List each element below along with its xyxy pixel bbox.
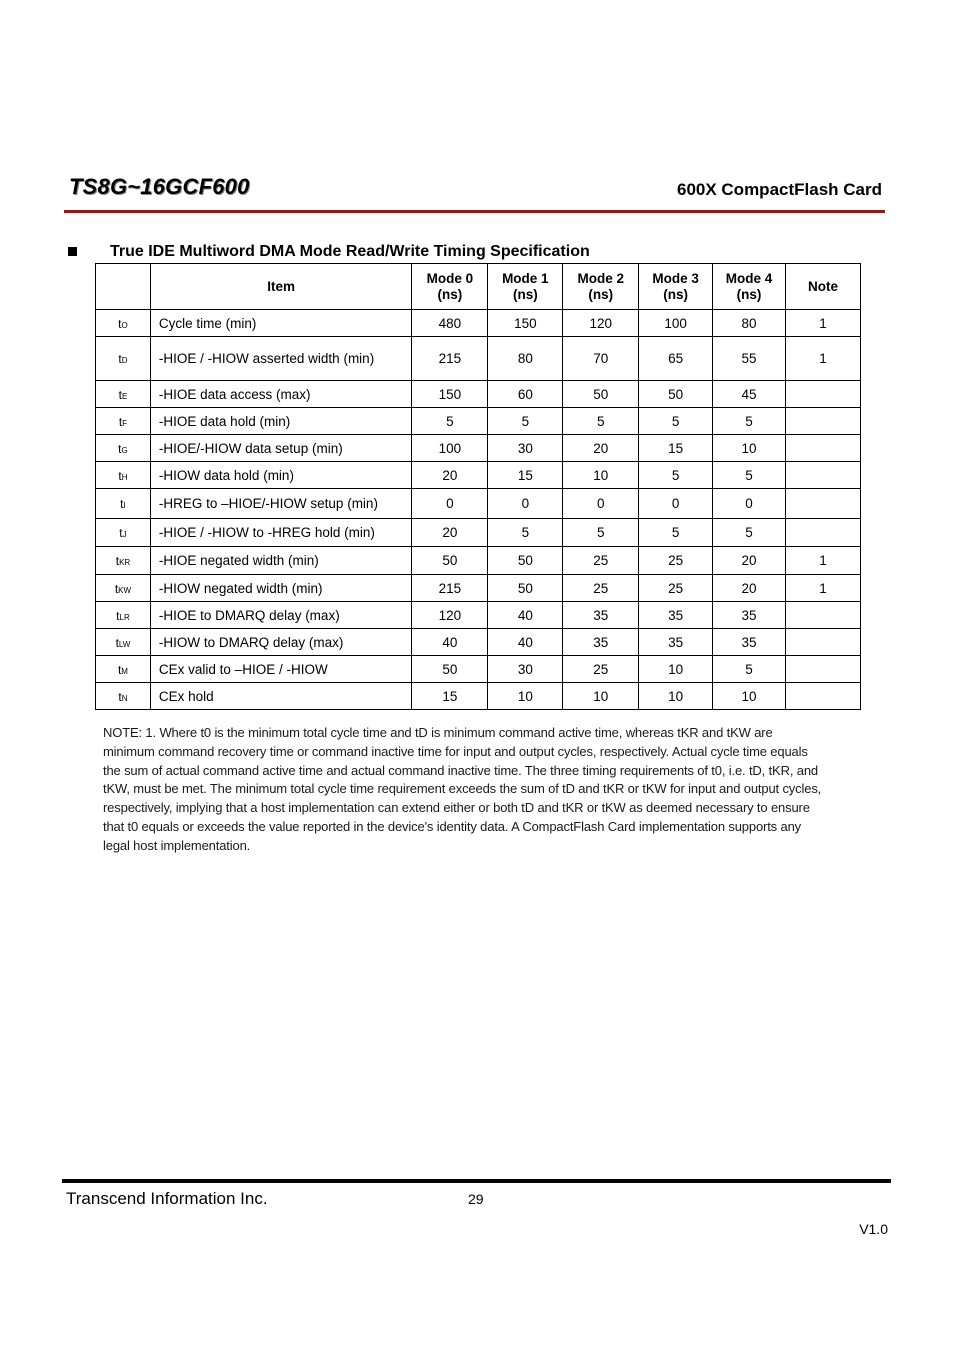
document-subtitle: 600X CompactFlash Card (676, 180, 882, 199)
footer-divider (62, 1179, 891, 1183)
symbol-subscript: G (121, 445, 128, 455)
note-line: tKW, must be met. The minimum total cycle time requirement exceeds the sum of tD and tKR or tKW for input and output cycles, (103, 781, 822, 797)
mode-value-cell: 215 (412, 337, 488, 381)
timing-symbol (96, 683, 151, 710)
note-line: NOTE: 1. Where t0 is the minimum total cycle time and tD is minimum command active time, whereas tKR and tKW are (103, 725, 773, 740)
symbol-base: t (118, 441, 122, 456)
timing-symbol (96, 547, 151, 575)
symbol-subscript: J (122, 530, 127, 539)
mode-value-cell: 40 (488, 602, 563, 629)
column-header: Mode 2 (ns) (563, 264, 639, 310)
mode-value-cell: 150 (488, 310, 563, 337)
table-row (96, 519, 861, 547)
timing-symbol (96, 435, 151, 462)
mode-value-cell: 20 (563, 435, 639, 462)
symbol-base: t (118, 689, 122, 704)
mode-value-cell: 20 (412, 462, 488, 489)
table-row (96, 310, 861, 337)
mode-value-cell: 20 (713, 547, 786, 575)
symbol-subscript: N (121, 693, 128, 703)
symbol-subscript: E (121, 391, 128, 401)
note-cell (786, 435, 861, 462)
mode-value-cell: 100 (639, 310, 713, 337)
mode-value-cell: 5 (639, 408, 713, 435)
table-row (96, 547, 861, 575)
note-cell (786, 519, 861, 547)
mode-value-cell: 70 (563, 337, 639, 381)
timing-item: CEx valid to –HIOE / -HIOW (150, 656, 412, 683)
timing-symbol (96, 489, 151, 519)
mode-value-cell: 30 (488, 435, 563, 462)
table-row (96, 489, 861, 519)
mode-value-cell: 10 (563, 683, 639, 710)
symbol-subscript: F (122, 418, 128, 428)
mode-value-cell: 5 (563, 519, 639, 547)
timing-symbol (96, 575, 151, 602)
table-row (96, 575, 861, 602)
symbol-base: t (118, 387, 122, 402)
table-row (96, 435, 861, 462)
mode-value-cell: 120 (563, 310, 639, 337)
mode-value-cell: 50 (488, 575, 563, 602)
timing-item: -HIOE negated width (min) (150, 547, 412, 575)
symbol-base: t (118, 316, 122, 331)
note-cell: 1 (786, 575, 861, 602)
document-title: TS8G~16GCF600 (69, 174, 250, 199)
note-cell (786, 489, 861, 519)
header-divider (64, 210, 885, 213)
note-cell (786, 381, 861, 408)
column-header: Mode 0 (ns) (412, 264, 488, 310)
symbol-subscript: O (121, 320, 128, 330)
mode-value-cell: 5 (488, 408, 563, 435)
mode-value-cell: 40 (412, 629, 488, 656)
timing-item: -HIOW negated width (min) (150, 575, 412, 602)
symbol-subscript: LR (119, 612, 130, 622)
timing-symbol (96, 408, 151, 435)
mode-value-cell: 35 (563, 629, 639, 656)
square-bullet-icon (68, 247, 77, 256)
note-cell (786, 656, 861, 683)
mode-value-cell: 80 (713, 310, 786, 337)
note-line: the sum of actual command active time and actual command inactive time. The three timing requirements of t0, i.e. tD, tKR, and (103, 762, 818, 778)
mode-value-cell: 5 (412, 408, 488, 435)
mode-value-cell: 100 (412, 435, 488, 462)
symbol-subscript: LW (118, 639, 131, 649)
mode-value-cell: 150 (412, 381, 488, 408)
footer-company: Transcend Information Inc. (66, 1189, 268, 1208)
mode-value-cell: 35 (713, 629, 786, 656)
mode-value-cell: 35 (639, 629, 713, 656)
header-symbol (96, 264, 151, 310)
column-header: Item (150, 264, 412, 310)
note-line: that t0 equals or exceeds the value reported in the device's identity data. A CompactFlash Card implementation supports any (103, 818, 801, 834)
table-row (96, 656, 861, 683)
note-line: minimum command recovery time or command inactive time for input and output cycles, respectively. Actual cycle time equals (103, 743, 808, 759)
table-row (96, 629, 861, 656)
timing-item: -HIOE/-HIOW data setup (min) (150, 435, 412, 462)
mode-value-cell: 10 (713, 683, 786, 710)
table-row (96, 683, 861, 710)
mode-value-cell: 215 (412, 575, 488, 602)
mode-value-cell: 50 (639, 381, 713, 408)
table-row (96, 381, 861, 408)
note-line: legal host implementation. (103, 837, 251, 853)
timing-item: -HIOE data access (max) (150, 381, 412, 408)
symbol-base: t (117, 662, 122, 677)
note-cell (786, 408, 861, 435)
column-header: Mode 3 (ns) (639, 264, 713, 310)
mode-value-cell: 35 (639, 602, 713, 629)
note-cell (786, 462, 861, 489)
timing-symbol (96, 381, 151, 408)
table-row (96, 408, 861, 435)
symbol-base: t (120, 497, 124, 511)
mode-value-cell: 480 (412, 310, 488, 337)
mode-value-cell: 25 (639, 547, 713, 575)
timing-symbol (96, 602, 151, 629)
note-line: respectively, implying that a host implementation can extend either or both tD and tKR or tKW as deemed necessary to ensure (103, 800, 810, 816)
symbol-subscript: KR (119, 558, 131, 567)
symbol-base: t (118, 414, 123, 429)
mode-value-cell: 10 (563, 462, 639, 489)
mode-value-cell: 5 (713, 519, 786, 547)
mode-value-cell: 35 (563, 602, 639, 629)
timing-symbol (96, 337, 151, 381)
note-cell: 1 (786, 310, 861, 337)
table-row (96, 337, 861, 381)
note-cell (786, 683, 861, 710)
mode-value-cell: 20 (412, 519, 488, 547)
mode-value-cell: 0 (488, 489, 563, 519)
timing-symbol (96, 462, 151, 489)
mode-value-cell: 5 (639, 519, 713, 547)
mode-value-cell: 0 (563, 489, 639, 519)
note-cell: 1 (786, 337, 861, 381)
mode-value-cell: 25 (639, 575, 713, 602)
mode-value-cell: 50 (412, 656, 488, 683)
note-cell: 1 (786, 547, 861, 575)
mode-value-cell: 35 (713, 602, 786, 629)
timing-table (95, 263, 861, 710)
mode-value-cell: 0 (639, 489, 713, 519)
mode-value-cell: 50 (563, 381, 639, 408)
mode-value-cell: 0 (713, 489, 786, 519)
mode-value-cell: 40 (488, 629, 563, 656)
symbol-subscript: KW (118, 585, 132, 595)
symbol-base: t (114, 581, 119, 596)
note-text (103, 724, 898, 856)
timing-item: -HIOW data hold (min) (150, 462, 412, 489)
timing-item: -HIOE / -HIOW asserted width (min) (150, 337, 412, 381)
page-number: 29 (468, 1191, 484, 1207)
mode-value-cell: 5 (639, 462, 713, 489)
mode-value-cell: 5 (488, 519, 563, 547)
column-header: Mode 4 (ns) (713, 264, 786, 310)
mode-value-cell: 25 (563, 656, 639, 683)
mode-value-cell: 25 (563, 547, 639, 575)
symbol-base: t (119, 526, 123, 540)
mode-value-cell: 15 (412, 683, 488, 710)
mode-value-cell: 5 (713, 408, 786, 435)
mode-value-cell: 55 (713, 337, 786, 381)
symbol-base: t (116, 608, 120, 623)
note-cell (786, 602, 861, 629)
timing-symbol (96, 519, 151, 547)
timing-item: -HIOE to DMARQ delay (max) (150, 602, 412, 629)
mode-value-cell: 30 (488, 656, 563, 683)
note-cell (786, 629, 861, 656)
timing-item: -HIOE / -HIOW to -HREG hold (min) (150, 519, 412, 547)
timing-item: -HREG to –HIOE/-HIOW setup (min) (150, 489, 412, 519)
symbol-base: t (118, 468, 122, 483)
timing-item: CEx hold (150, 683, 412, 710)
mode-value-cell: 60 (488, 381, 563, 408)
symbol-base: t (118, 352, 122, 366)
mode-value-cell: 20 (713, 575, 786, 602)
timing-item: -HIOE data hold (min) (150, 408, 412, 435)
mode-value-cell: 50 (488, 547, 563, 575)
mode-value-cell: 15 (488, 462, 563, 489)
table-row (96, 602, 861, 629)
mode-value-cell: 10 (639, 683, 713, 710)
mode-value-cell: 45 (713, 381, 786, 408)
timing-symbol (96, 310, 151, 337)
column-header: Note (786, 264, 861, 310)
mode-value-cell: 0 (412, 489, 488, 519)
symbol-base: t (115, 635, 119, 650)
symbol-subscript: M (121, 666, 128, 676)
column-header: Mode 1 (ns) (488, 264, 563, 310)
symbol-subscript: I (123, 501, 126, 510)
table-row (96, 462, 861, 489)
timing-symbol (96, 656, 151, 683)
timing-item: Cycle time (min) (150, 310, 412, 337)
mode-value-cell: 25 (563, 575, 639, 602)
mode-value-cell: 5 (563, 408, 639, 435)
mode-value-cell: 5 (713, 462, 786, 489)
timing-item: -HIOW to DMARQ delay (max) (150, 629, 412, 656)
mode-value-cell: 120 (412, 602, 488, 629)
document-version: V1.0 (859, 1221, 888, 1237)
mode-value-cell: 80 (488, 337, 563, 381)
table-header-row (96, 264, 861, 310)
mode-value-cell: 10 (488, 683, 563, 710)
section-title: True IDE Multiword DMA Mode Read/Write Timing Specification (110, 243, 590, 260)
mode-value-cell: 15 (639, 435, 713, 462)
mode-value-cell: 65 (639, 337, 713, 381)
mode-value-cell: 5 (713, 656, 786, 683)
symbol-subscript: D (121, 356, 128, 365)
mode-value-cell: 10 (639, 656, 713, 683)
timing-symbol (96, 629, 151, 656)
mode-value-cell: 10 (713, 435, 786, 462)
symbol-subscript: H (121, 472, 128, 482)
mode-value-cell: 50 (412, 547, 488, 575)
symbol-base: t (115, 554, 120, 568)
